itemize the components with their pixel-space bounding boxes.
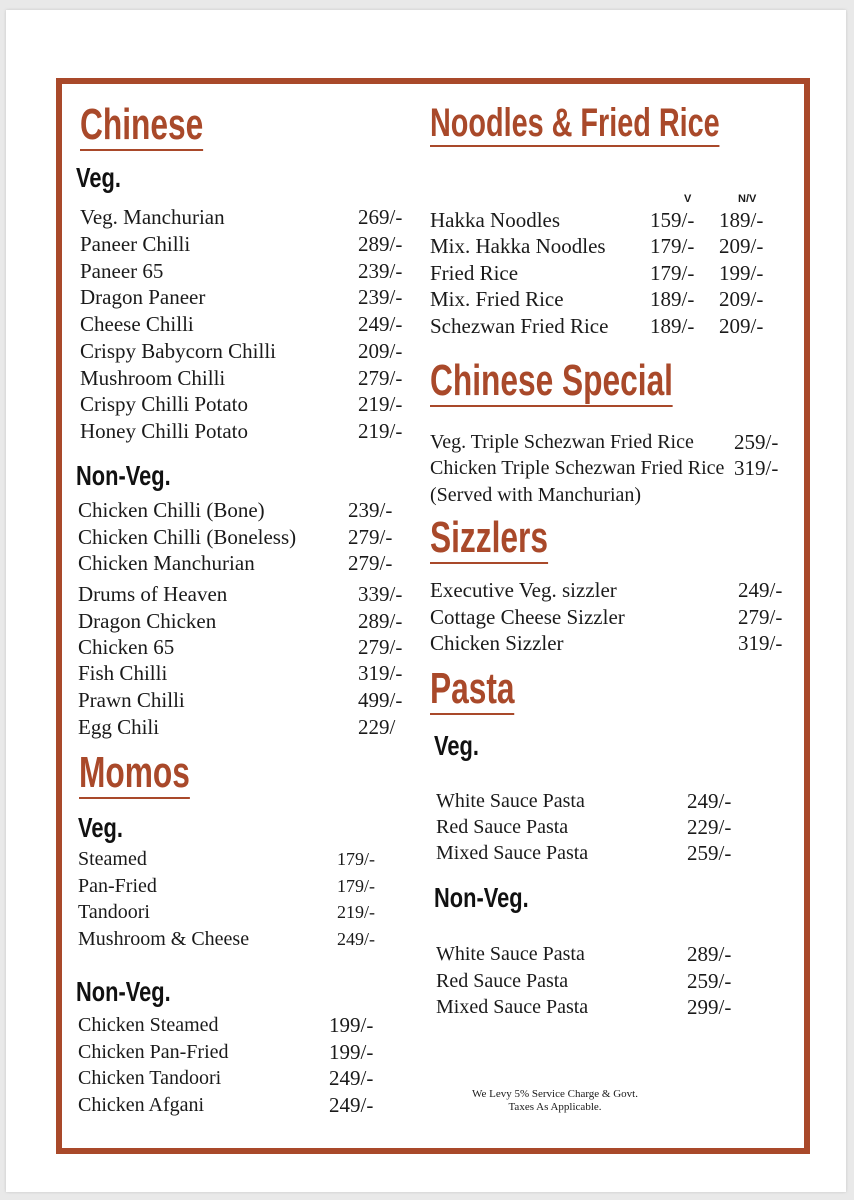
- menu-item-name: Chicken 65: [78, 635, 175, 659]
- menu-item-name: Steamed: [78, 848, 147, 870]
- menu-item-price-nonveg: 209/-: [719, 234, 764, 258]
- menu-item-name: Veg. Manchurian: [80, 205, 225, 229]
- menu-item-price-nonveg: 209/-: [719, 287, 764, 311]
- chinese-special-title: Chinese Special: [430, 358, 673, 407]
- menu-item-name: Fish Chilli: [78, 661, 168, 685]
- menu-item-price: 259/-: [687, 841, 732, 865]
- menu-item-price: 279/-: [358, 635, 403, 659]
- menu-item-name: Hakka Noodles: [430, 208, 561, 232]
- menu-item-price: 279/-: [348, 525, 393, 549]
- special-serving-note: (Served with Manchurian): [430, 484, 642, 506]
- chinese-nonveg-label: Non-Veg.: [76, 460, 171, 491]
- menu-item-price: 279/-: [348, 551, 393, 575]
- menu-item-price: 249/-: [337, 929, 375, 949]
- menu-item-name: Mushroom & Cheese: [78, 928, 250, 950]
- menu-item-price: 259/-: [687, 969, 732, 993]
- chinese-title: Chinese: [80, 102, 203, 151]
- momos-veg-label: Veg.: [78, 812, 123, 843]
- menu-item-price: 249/-: [738, 578, 783, 602]
- menu-item-price: 229/: [358, 715, 396, 739]
- column-header-nonveg: N/V: [738, 193, 757, 205]
- menu-item-name: Chicken Tandoori: [78, 1067, 222, 1089]
- menu-item-price: 289/-: [687, 942, 732, 966]
- momos-title: Momos: [79, 750, 190, 799]
- menu-item-name: Cottage Cheese Sizzler: [430, 605, 625, 629]
- menu-item-price: 229/-: [687, 815, 732, 839]
- menu-item-name: Dragon Paneer: [80, 285, 206, 309]
- menu-item-name: Chicken Manchurian: [78, 551, 255, 575]
- menu-item-price-veg: 179/-: [650, 234, 695, 258]
- noodles-title: Noodles & Fried Rice: [430, 101, 720, 145]
- menu-item-price: 289/-: [358, 232, 403, 256]
- menu-item-price: 299/-: [687, 995, 732, 1019]
- menu-item-price-nonveg: 189/-: [719, 208, 764, 232]
- menu-item-name: Drums of Heaven: [78, 582, 228, 606]
- menu-item-price: 199/-: [329, 1040, 374, 1064]
- menu-item-name: White Sauce Pasta: [436, 790, 585, 812]
- menu-item-name: White Sauce Pasta: [436, 943, 585, 965]
- menu-item-name: Dragon Chicken: [78, 609, 217, 633]
- menu-item-price: 219/-: [358, 392, 403, 416]
- pasta-nonveg-label: Non-Veg.: [434, 882, 529, 913]
- menu-item-price: 249/-: [329, 1093, 374, 1117]
- menu-item-name: Schezwan Fried Rice: [430, 314, 609, 338]
- menu-item-price-veg: 189/-: [650, 287, 695, 311]
- menu-item-name: Mix. Hakka Noodles: [430, 234, 606, 258]
- menu-item-name: Red Sauce Pasta: [436, 970, 569, 992]
- menu-item-name: Crispy Babycorn Chilli: [80, 339, 276, 363]
- menu-item-name: Veg. Triple Schezwan Fried Rice: [430, 431, 694, 453]
- menu-item-name: Executive Veg. sizzler: [430, 578, 617, 602]
- tax-note-line-2: Taxes As Applicable.: [508, 1101, 602, 1113]
- menu-item-name: Mix. Fried Rice: [430, 287, 564, 311]
- menu-item-name: Prawn Chilli: [78, 688, 185, 712]
- menu-item-price-nonveg: 199/-: [719, 261, 764, 285]
- menu-item-price: 259/-: [734, 430, 779, 454]
- menu-item-price-veg: 159/-: [650, 208, 695, 232]
- menu-item-name: Chicken Chilli (Boneless): [78, 525, 297, 549]
- menu-item-price: 499/-: [358, 688, 403, 712]
- menu-item-price-veg: 179/-: [650, 261, 695, 285]
- tax-note-line-1: We Levy 5% Service Charge & Govt.: [471, 1088, 638, 1100]
- menu-item-price: 199/-: [329, 1013, 374, 1037]
- menu-item-price: 339/-: [358, 582, 403, 606]
- menu-item-name: Red Sauce Pasta: [436, 816, 569, 838]
- menu-item-price: 179/-: [337, 849, 375, 869]
- menu-item-price: 319/-: [738, 631, 783, 655]
- momos-nonveg-label: Non-Veg.: [76, 976, 171, 1007]
- menu-item-price: 249/-: [329, 1066, 374, 1090]
- menu-item-name: Honey Chilli Potato: [80, 419, 248, 443]
- menu-item-name: Chicken Chilli (Bone): [78, 498, 265, 522]
- pasta-veg-label: Veg.: [434, 730, 479, 761]
- menu-item-name: Chicken Pan-Fried: [78, 1041, 229, 1063]
- menu-item-price: 239/-: [358, 259, 403, 283]
- column-header-veg: V: [684, 193, 692, 205]
- chinese-veg-label: Veg.: [76, 162, 121, 193]
- sizzlers-title: Sizzlers: [430, 515, 548, 564]
- menu-item-name: Chicken Triple Schezwan Fried Rice: [430, 457, 725, 479]
- menu-item-name: Pan-Fried: [78, 875, 157, 897]
- menu-item-price: 269/-: [358, 205, 403, 229]
- menu-item-name: Fried Rice: [430, 261, 519, 285]
- menu-item-name: Egg Chili: [78, 715, 160, 739]
- menu-item-price: 219/-: [358, 419, 403, 443]
- menu-item-name: Mixed Sauce Pasta: [436, 996, 589, 1018]
- menu-item-price: 179/-: [337, 876, 375, 896]
- menu-item-price: 319/-: [734, 456, 779, 480]
- menu-item-price: 239/-: [348, 498, 393, 522]
- menu-item-name: Chicken Steamed: [78, 1014, 219, 1036]
- menu-item-name: Mixed Sauce Pasta: [436, 842, 589, 864]
- menu-item-price-veg: 189/-: [650, 314, 695, 338]
- menu-item-name: Chicken Sizzler: [430, 631, 564, 655]
- menu-item-name: Paneer 65: [80, 259, 164, 283]
- menu-item-name: Cheese Chilli: [80, 312, 194, 336]
- menu-item-price: 319/-: [358, 661, 403, 685]
- menu-item-price: 219/-: [337, 902, 375, 922]
- menu-item-name: Crispy Chilli Potato: [80, 392, 249, 416]
- menu-item-name: Paneer Chilli: [80, 232, 191, 256]
- menu-item-price: 249/-: [358, 312, 403, 336]
- menu-item-price: 289/-: [358, 609, 403, 633]
- pasta-title: Pasta: [430, 666, 515, 715]
- menu-item-name: Mushroom Chilli: [80, 366, 226, 390]
- menu-item-price-nonveg: 209/-: [719, 314, 764, 338]
- menu-item-price: 209/-: [358, 339, 403, 363]
- menu-item-price: 249/-: [687, 789, 732, 813]
- menu-item-name: Chicken Afgani: [78, 1094, 205, 1116]
- menu-item-price: 279/-: [358, 366, 403, 390]
- menu-page: [6, 10, 846, 1192]
- menu-item-name: Tandoori: [78, 901, 150, 923]
- menu-item-price: 279/-: [738, 605, 783, 629]
- menu-item-price: 239/-: [358, 285, 403, 309]
- tax-note: [450, 1088, 660, 1114]
